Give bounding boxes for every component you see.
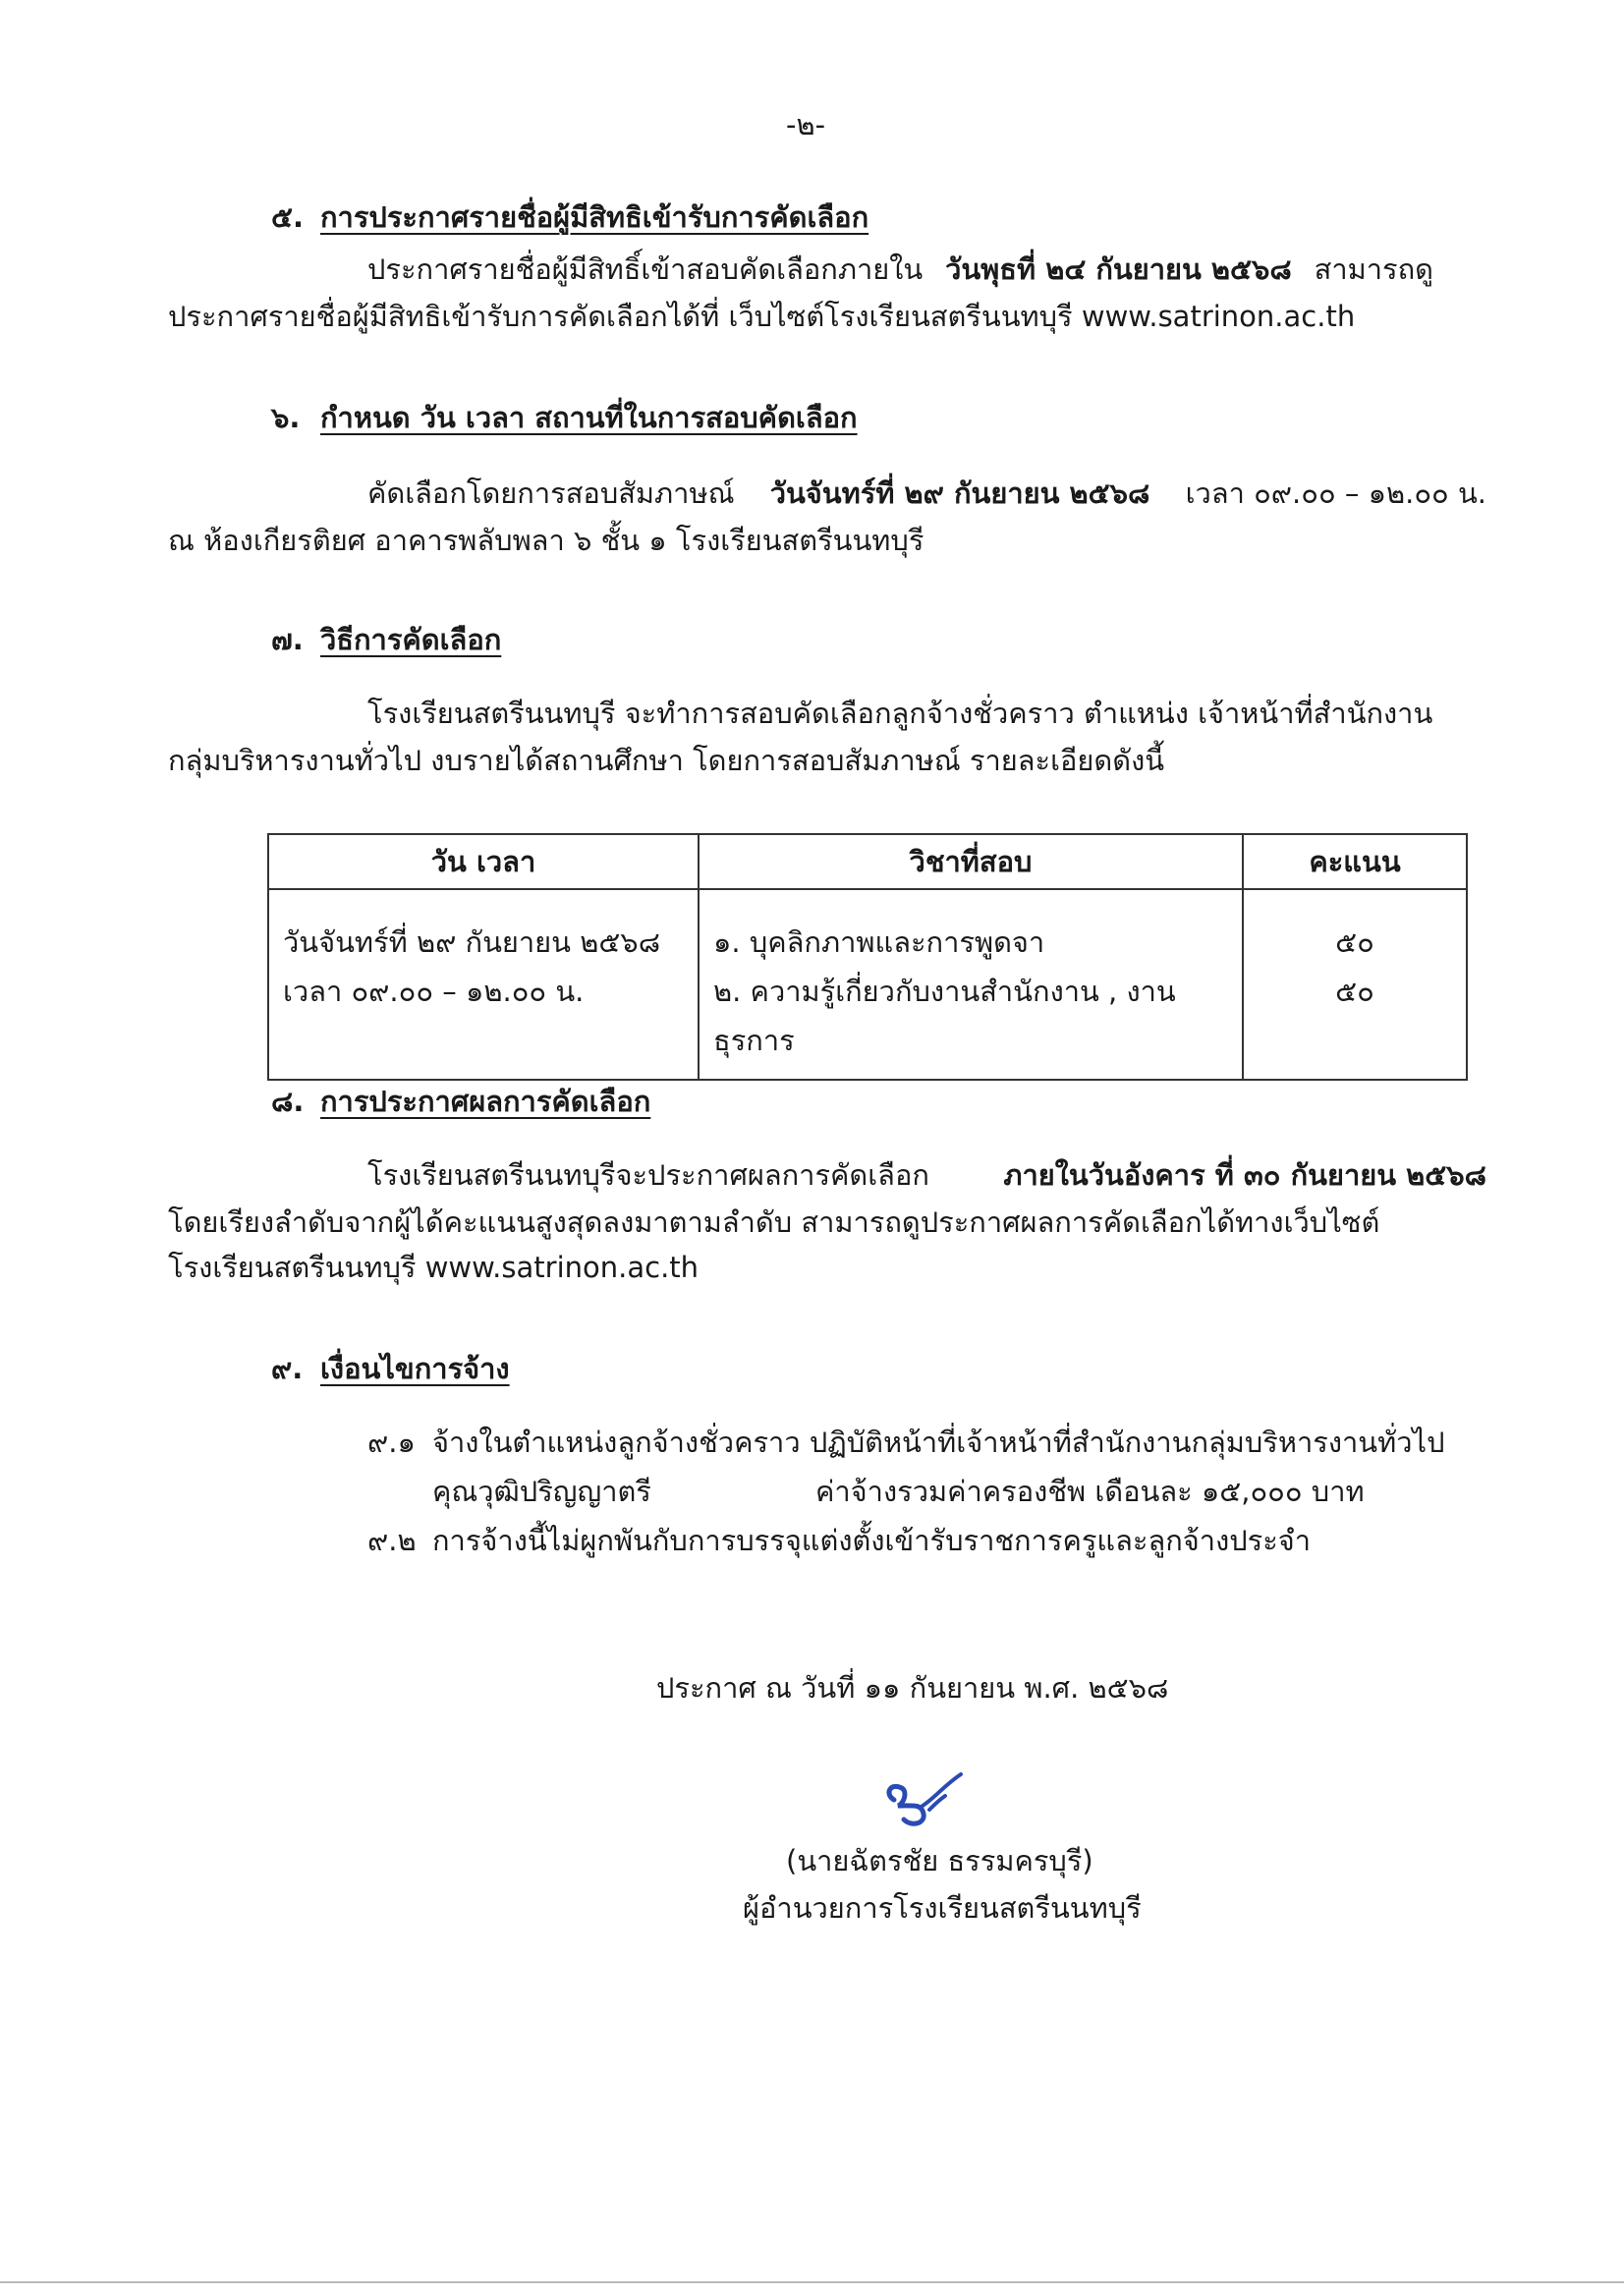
time-text: เวลา ๐๙.๐๐ – ๑๒.๐๐ น. xyxy=(1185,476,1486,510)
section-9-heading xyxy=(271,1346,510,1391)
section-5-line-1 xyxy=(367,250,1433,289)
section-number: ๗. xyxy=(271,623,304,656)
section-title: วิธีการคัดเลือก xyxy=(320,623,502,656)
time-line: เวลา ๐๙.๐๐ – ๑๒.๐๐ น. xyxy=(283,975,585,1008)
condition-item-1-text: จ้างในตำแหน่งลูกจ้างชั่วคราว ปฏิบัติหน้าที่เจ้าหน้าที่สำนักงานกลุ่มบริหารงานทั่วไป xyxy=(432,1426,1445,1459)
section-7-line-2: กลุ่มบริหารงานทั่วไป งบรายได้สถานศึกษา โดยการสอบสัมภาษณ์ รายละเอียดดังนี้ xyxy=(168,744,1165,777)
table-header: วัน เวลา xyxy=(268,834,699,889)
condition-item-1-wage: ค่าจ้างรวมค่าครองชีพ เดือนละ ๑๕,๐๐๐ บาท xyxy=(815,1475,1365,1508)
score-value: ๕๐ xyxy=(1335,975,1374,1008)
subject-cell xyxy=(699,889,1243,1080)
section-number: ๖. xyxy=(271,401,301,434)
exam-schedule-table xyxy=(267,833,1468,1081)
section-number: ๕. xyxy=(271,200,304,234)
date-line: วันจันทร์ที่ ๒๙ กันยายน ๒๕๖๘ xyxy=(283,925,661,959)
announcement-date: ประกาศ ณ วันที่ ๑๑ กันยายน พ.ศ. ๒๕๖๘ xyxy=(656,1671,1169,1705)
score-value: ๕๐ xyxy=(1335,925,1374,959)
condition-item-2-number: ๙.๒ xyxy=(367,1524,417,1557)
text: คัดเลือกโดยการสอบสัมภาษณ์ xyxy=(367,476,735,510)
page-number: -๒- xyxy=(786,108,826,141)
section-number: ๙. xyxy=(271,1352,304,1385)
table-header: คะแนน xyxy=(1243,834,1467,889)
signature-icon xyxy=(865,1761,973,1839)
section-title: เงื่อนไขการจ้าง xyxy=(320,1352,510,1385)
section-5-heading xyxy=(271,195,868,240)
date-text: วันจันทร์ที่ ๒๙ กันยายน ๒๕๖๘ xyxy=(769,476,1150,510)
section-8-line-2: โดยเรียงลำดับจากผู้ได้คะแนนสูงสุดลงมาตามลำดับ สามารถดูประกาศผลการคัดเลือกได้ทางเว็บไซต์ xyxy=(168,1205,1380,1239)
section-6-line-1 xyxy=(367,474,1486,513)
date-text: วันพุธที่ ๒๔ กันยายน ๒๕๖๘ xyxy=(945,252,1292,286)
section-8-line-1 xyxy=(367,1155,1486,1195)
table-header: วิชาที่สอบ xyxy=(699,834,1243,889)
section-title: การประกาศผลการคัดเลือก xyxy=(320,1085,651,1118)
section-5-line-2: ประกาศรายชื่อผู้มีสิทธิเข้ารับการคัดเลือกได้ที่ เว็บไซต์โรงเรียนสตรีนนทบุรี www.satrinon.ac.th xyxy=(168,300,1356,333)
table-header-row xyxy=(268,834,1467,889)
text: สามารถดู xyxy=(1314,252,1433,286)
condition-item-1-number: ๙.๑ xyxy=(367,1426,416,1459)
score-cell xyxy=(1243,889,1467,1080)
section-8-heading xyxy=(271,1079,650,1124)
section-6-line-2: ณ ห้องเกียรติยศ อาคารพลับพลา ๖ ชั้น ๑ โรงเรียนสตรีนนทบุรี xyxy=(168,524,924,557)
section-8-line-3: โรงเรียนสตรีนนทบุรี www.satrinon.ac.th xyxy=(168,1251,700,1284)
section-title: การประกาศรายชื่อผู้มีสิทธิเข้ารับการคัดเลือก xyxy=(320,200,869,234)
date-cell xyxy=(268,889,699,1080)
section-title: กำหนด วัน เวลา สถานที่ในการสอบคัดเลือก xyxy=(320,401,858,434)
section-number: ๘. xyxy=(271,1085,305,1118)
signer-title: ผู้อำนวยการโรงเรียนสตรีนนทบุรี xyxy=(743,1891,1142,1925)
section-6-heading xyxy=(271,395,858,440)
section-7-heading xyxy=(271,617,501,662)
scan-edge-line xyxy=(0,2281,1624,2283)
subject-item: ๑. บุคลิกภาพและการพูดจา xyxy=(713,925,1045,959)
condition-item-1-qualification: คุณวุฒิปริญญาตรี xyxy=(432,1475,651,1508)
date-text: ภายในวันอังคาร ที่ ๓๐ กันยายน ๒๕๖๘ xyxy=(1003,1158,1486,1192)
signer-name: (นายฉัตรชัย ธรรมครบุรี) xyxy=(786,1844,1093,1877)
section-7-line-1: โรงเรียนสตรีนนทบุรี จะทำการสอบคัดเลือกลูกจ้างชั่วคราว ตำแหน่ง เจ้าหน้าที่สำนักงาน xyxy=(367,697,1433,730)
text: ประกาศรายชื่อผู้มีสิทธิ์เข้าสอบคัดเลือกภายใน xyxy=(367,252,924,286)
subject-item: ๒. ความรู้เกี่ยวกับงานสำนักงาน , งานธุรการ xyxy=(713,975,1176,1057)
condition-item-2-text: การจ้างนี้ไม่ผูกพันกับการบรรจุแต่งตั้งเข้ารับราชการครูและลูกจ้างประจำ xyxy=(432,1524,1312,1557)
text: โรงเรียนสตรีนนทบุรีจะประกาศผลการคัดเลือก xyxy=(367,1158,929,1192)
table-row xyxy=(268,889,1467,1080)
